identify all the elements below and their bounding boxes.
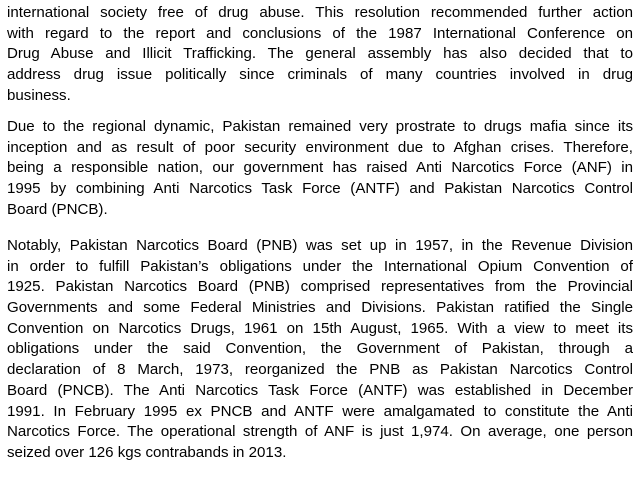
paragraph-anf-formation bbox=[7, 117, 633, 220]
text-line: 1995 by combining Anti Narcotics Task Force (ANTF) and Pakistan Narcotics Control bbox=[7, 180, 633, 198]
text-line: Board (PNCB). The Anti Narcotics Task Force (ANTF) was established in December bbox=[7, 381, 633, 399]
text-line: obligations under the said Convention, the Government of Pakistan, through a bbox=[7, 340, 633, 358]
text-line: address drug issue politically since criminals of many countries involved in drug bbox=[7, 66, 633, 84]
paragraph-drug-resolution bbox=[7, 3, 633, 106]
text-line: Due to the regional dynamic, Pakistan remained very prostrate to drugs mafia since its bbox=[7, 118, 633, 135]
text-line: international society free of drug abuse. This resolution recommended further action bbox=[7, 4, 633, 21]
text-line: 1991. In February 1995 ex PNCB and ANTF were amalgamated to constitute the Anti bbox=[7, 402, 633, 420]
text-line: being a responsible nation, our government has raised Anti Narcotics Force (ANF) in bbox=[7, 159, 633, 177]
text-line: with regard to the report and conclusions of the 1987 International Conference on bbox=[7, 24, 633, 42]
text-line: Drug Abuse and Illicit Trafficking. The general assembly has also decided that to bbox=[7, 45, 633, 63]
text-line: Governments and some Federal Ministries and Divisions. Pakistan ratified the Single bbox=[7, 299, 633, 317]
text-line: business. bbox=[7, 86, 71, 104]
text-line: Notably, Pakistan Narcotics Board (PNB) was set up in 1957, in the Revenue Division bbox=[7, 237, 633, 254]
text-line: in order to fulfill Pakistan’s obligations under the International Opium Convention of bbox=[7, 257, 633, 275]
text-line: declaration of 8 March, 1973, reorganized the PNB as Pakistan Narcotics Control bbox=[7, 361, 633, 379]
text-line: inception and as result of poor security environment due to Afghan crises. Therefore, bbox=[7, 138, 633, 156]
text-line: Convention on Narcotics Drugs, 1961 on 15th August, 1965. With a view to meet its bbox=[7, 319, 633, 337]
text-line: Board (PNCB). bbox=[7, 200, 108, 218]
text-line: 1925. Pakistan Narcotics Board (PNB) comprised representatives from the Provincial bbox=[7, 278, 633, 296]
paragraph-pnb-history bbox=[7, 236, 633, 464]
text-line: seized over 126 kgs contrabands in 2013. bbox=[7, 443, 287, 461]
text-line: Narcotics Force. The operational strength of ANF is just 1,974. On average, one person bbox=[7, 423, 633, 441]
